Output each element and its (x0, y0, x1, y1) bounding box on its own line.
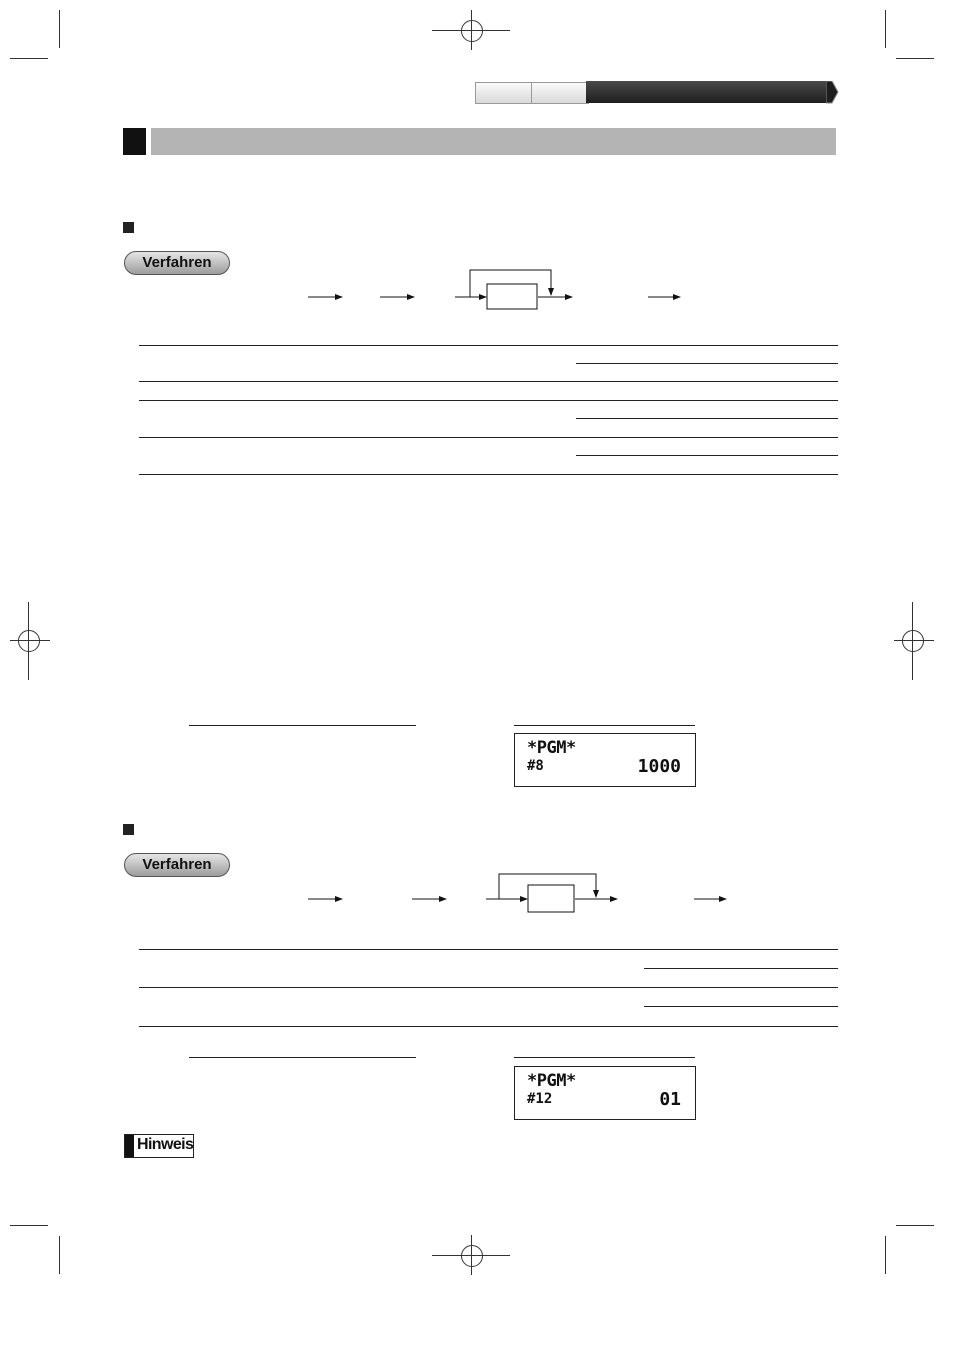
section-number-box (123, 128, 146, 155)
example-print-rule-1 (514, 725, 695, 726)
subsection-bullet-1 (123, 222, 134, 233)
display-line-1: *PGM* (527, 1071, 576, 1091)
chapter-tab-active (586, 81, 830, 103)
section-title-bar (151, 128, 836, 155)
note-marker (125, 1135, 134, 1157)
display-example-2 (514, 1066, 696, 1120)
subsection-bullet-2 (123, 824, 134, 835)
example-print-rule-2 (514, 1057, 695, 1058)
display-line-1: *PGM* (527, 738, 576, 758)
key-sequence-diagram-2 (300, 866, 740, 916)
chapter-tab-arrow-icon (826, 81, 840, 104)
example-keyop-rule-2 (189, 1057, 416, 1058)
chapter-tab-2 (531, 82, 589, 104)
note-label: Hinweis (137, 1136, 194, 1153)
display-line-2-right: 1000 (637, 756, 681, 777)
display-line-2-left: #8 (527, 758, 544, 774)
display-line-2-right: 01 (659, 1089, 681, 1110)
procedure-badge-1: Verfahren (124, 251, 230, 275)
chapter-tab-1 (475, 82, 533, 104)
example-keyop-rule-1 (189, 725, 416, 726)
display-example-1 (514, 733, 696, 787)
display-line-2-left: #12 (527, 1091, 553, 1107)
key-sequence-diagram-1 (300, 264, 700, 314)
note-badge (124, 1134, 194, 1158)
procedure-badge-2: Verfahren (124, 853, 230, 877)
